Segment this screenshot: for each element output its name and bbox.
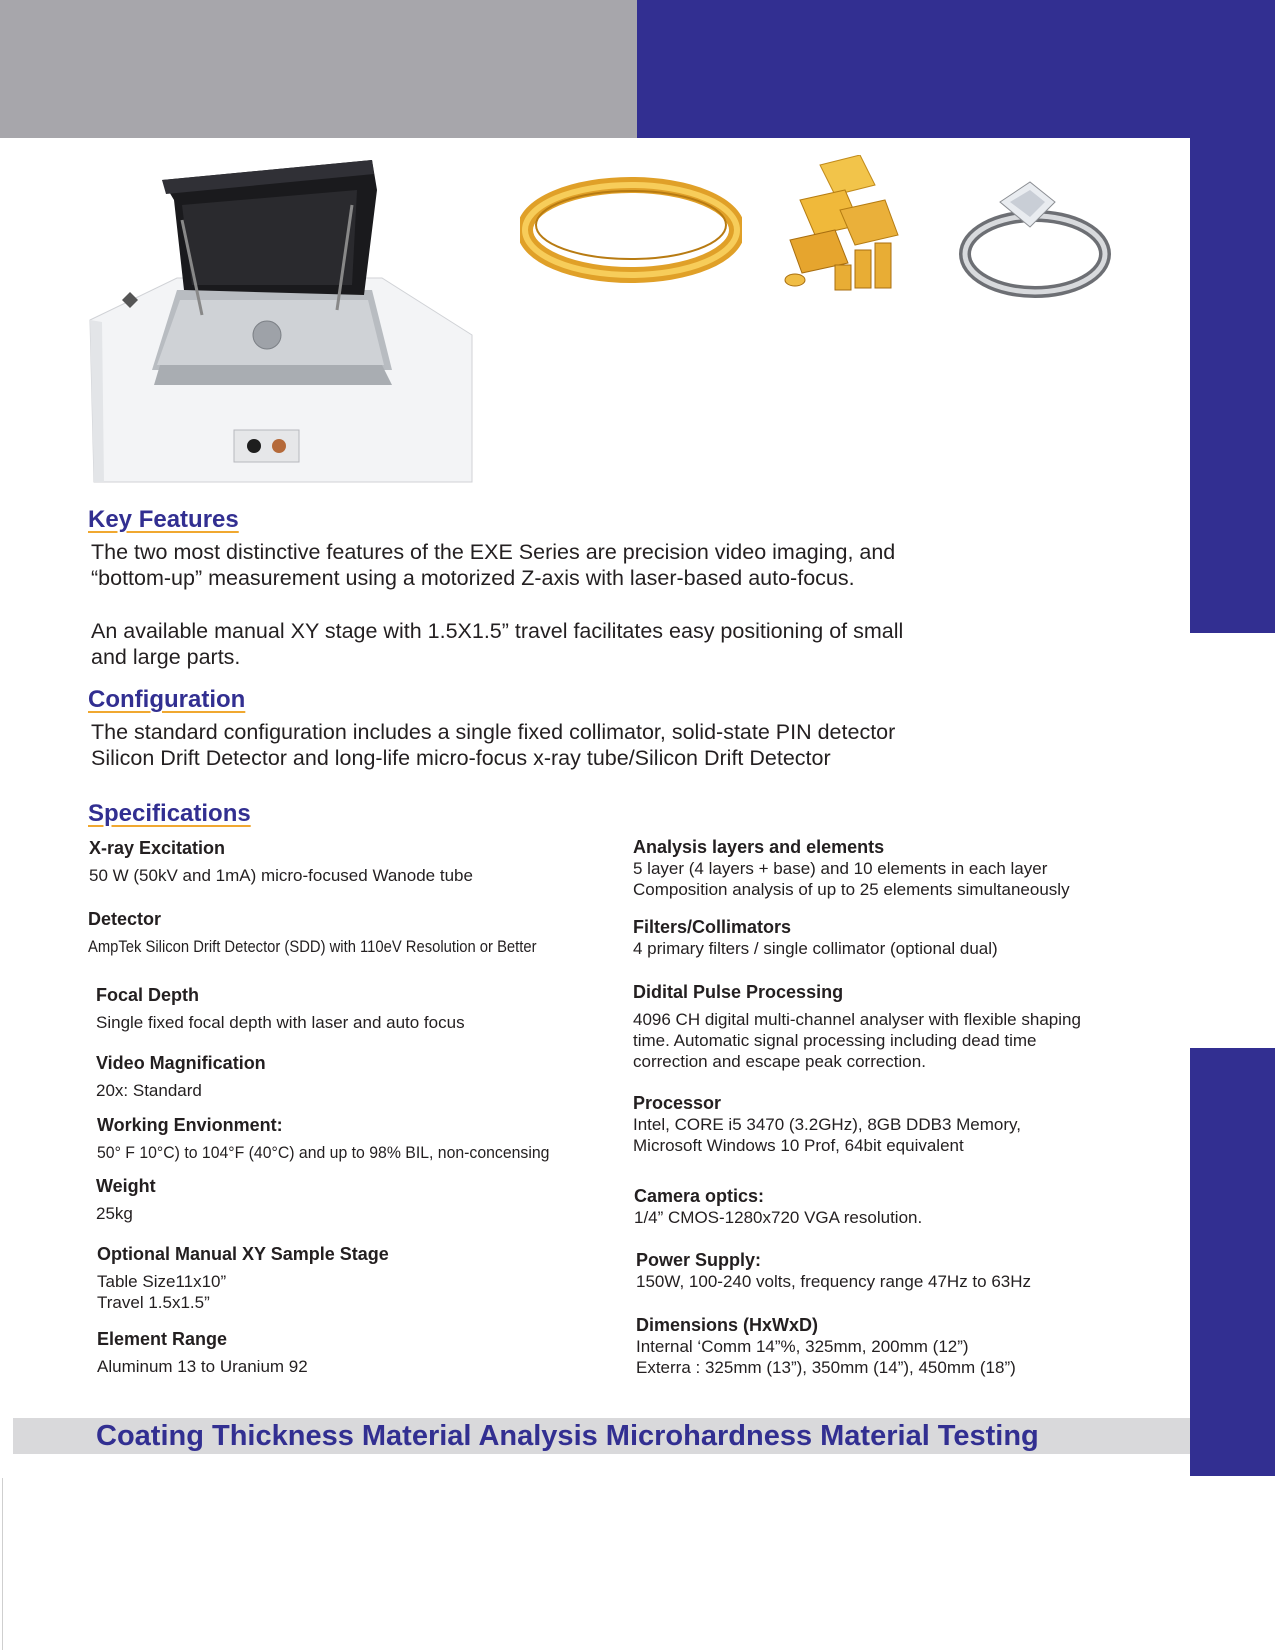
spec-heading: Working Envionment: bbox=[97, 1115, 283, 1135]
spec-heading: Video Magnification bbox=[96, 1053, 266, 1073]
configuration-title: Configuration bbox=[88, 686, 246, 713]
spec-heading: Processor bbox=[633, 1093, 722, 1113]
configuration-paragraph bbox=[91, 719, 895, 771]
spec-value: 50 W (50kV and 1mA) micro-focused Wanode tube bbox=[89, 866, 473, 885]
key-features-paragraph-2 bbox=[91, 618, 903, 670]
spec-camera-optics bbox=[634, 1185, 922, 1228]
spec-heading: X-ray Excitation bbox=[89, 838, 226, 858]
spec-heading: Dimensions (HxWxD) bbox=[636, 1315, 819, 1335]
spec-video-magnification bbox=[96, 1052, 266, 1101]
spec-working-environment bbox=[97, 1114, 583, 1163]
gold-bars-image bbox=[780, 155, 910, 295]
spec-value: 50° F 10°C) to 104°F (40°C) and up to 98% BIL, non-concensing bbox=[97, 1143, 550, 1162]
spec-value: 5 layer (4 layers + base) and 10 elements in each layer bbox=[633, 859, 1048, 878]
spec-value: Intel, CORE i5 3470 (3.2GHz), 8GB DDB3 Memory, bbox=[633, 1115, 1021, 1134]
key-features-paragraph-1 bbox=[91, 539, 895, 591]
spec-heading: Optional Manual XY Sample Stage bbox=[97, 1244, 389, 1264]
spec-value: 4 primary filters / single collimator (optional dual) bbox=[633, 939, 998, 958]
key-features-title: Key Features bbox=[88, 506, 239, 533]
spec-value: 1/4” CMOS-1280x720 VGA resolution. bbox=[634, 1208, 923, 1227]
spec-detector bbox=[88, 908, 604, 957]
spec-heading: Weight bbox=[96, 1176, 156, 1196]
spec-value: 4096 CH digital multi-channel analyser with flexible shaping bbox=[633, 1010, 1081, 1029]
spec-value: AmpTek Silicon Drift Detector (SDD) with 110eV Resolution or Better bbox=[88, 937, 537, 956]
spec-xy-sample-stage bbox=[97, 1243, 389, 1313]
spec-heading: Camera optics: bbox=[634, 1186, 765, 1206]
side-accent-bottom bbox=[1190, 1048, 1275, 1476]
spec-dimensions bbox=[636, 1314, 1016, 1378]
spec-analysis-layers bbox=[633, 836, 1070, 900]
spec-xray-excitation bbox=[89, 837, 473, 886]
key-features-p2-line1: An available manual XY stage with 1.5X1.5” travel facilitates easy positioning of small bbox=[91, 619, 904, 643]
spec-heading: Element Range bbox=[97, 1329, 228, 1349]
spec-value: Travel 1.5x1.5” bbox=[97, 1293, 210, 1312]
spec-value: Internal ‘Comm 14”%, 325mm, 200mm (12”) bbox=[636, 1337, 969, 1356]
spec-value: Microsoft Windows 10 Prof, 64bit equivalent bbox=[633, 1136, 964, 1155]
spec-value: correction and escape peak correction. bbox=[633, 1052, 926, 1071]
spec-heading: Detector bbox=[88, 909, 162, 929]
configuration-line1: The standard configuration includes a single fixed collimator, solid-state PIN detector bbox=[91, 720, 896, 744]
specifications-title: Specifications bbox=[88, 800, 251, 827]
spec-heading: Focal Depth bbox=[96, 985, 200, 1005]
spec-element-range bbox=[97, 1328, 308, 1377]
spec-value: 25kg bbox=[96, 1204, 133, 1223]
spec-value: 20x: Standard bbox=[96, 1081, 202, 1100]
configuration-line2: Silicon Drift Detector and long-life micro-focus x-ray tube/Silicon Drift Detector bbox=[91, 746, 831, 770]
spec-value: time. Automatic signal processing including dead time bbox=[633, 1031, 1037, 1050]
key-features-p1-line1: The two most distinctive features of the EXE Series are precision video imaging, and bbox=[91, 540, 896, 564]
spec-power-supply bbox=[636, 1249, 1031, 1292]
footer-tagline: Coating Thickness Material Analysis Microhardness Material Testing bbox=[96, 1420, 1039, 1452]
diamond-ring-image bbox=[955, 172, 1117, 302]
spec-processor bbox=[633, 1092, 1021, 1156]
spec-focal-depth bbox=[96, 984, 465, 1033]
spec-heading: Power Supply: bbox=[636, 1250, 762, 1270]
xray-analyzer-image bbox=[82, 160, 474, 490]
header-grey-band bbox=[0, 0, 637, 138]
key-features-p2-line2: and large parts. bbox=[91, 645, 241, 669]
spec-value: Composition analysis of up to 25 elements simultaneously bbox=[633, 880, 1070, 899]
spec-value: 150W, 100-240 volts, frequency range 47Hz to 63Hz bbox=[636, 1272, 1032, 1291]
gold-bangle-image bbox=[520, 175, 742, 285]
spec-value: Aluminum 13 to Uranium 92 bbox=[97, 1357, 308, 1376]
key-features-p1-line2: “bottom-up” measurement using a motorized Z-axis with laser-based auto-focus. bbox=[91, 566, 855, 590]
page-edge-line bbox=[2, 1478, 3, 1650]
spec-value: Single fixed focal depth with laser and auto focus bbox=[96, 1013, 465, 1032]
header-blue-band bbox=[637, 0, 1275, 138]
spec-filters-collimators bbox=[633, 916, 998, 959]
spec-value: Exterra : 325mm (13”), 350mm (14”), 450mm (18”) bbox=[636, 1358, 1016, 1377]
spec-weight bbox=[96, 1175, 156, 1224]
spec-heading: Didital Pulse Processing bbox=[633, 982, 844, 1002]
spec-digital-pulse-processing bbox=[633, 981, 1081, 1072]
spec-value: Table Size11x10” bbox=[97, 1272, 227, 1291]
spec-heading: Analysis layers and elements bbox=[633, 837, 885, 857]
spec-heading: Filters/Collimators bbox=[633, 917, 792, 937]
side-accent-top bbox=[1190, 138, 1275, 633]
